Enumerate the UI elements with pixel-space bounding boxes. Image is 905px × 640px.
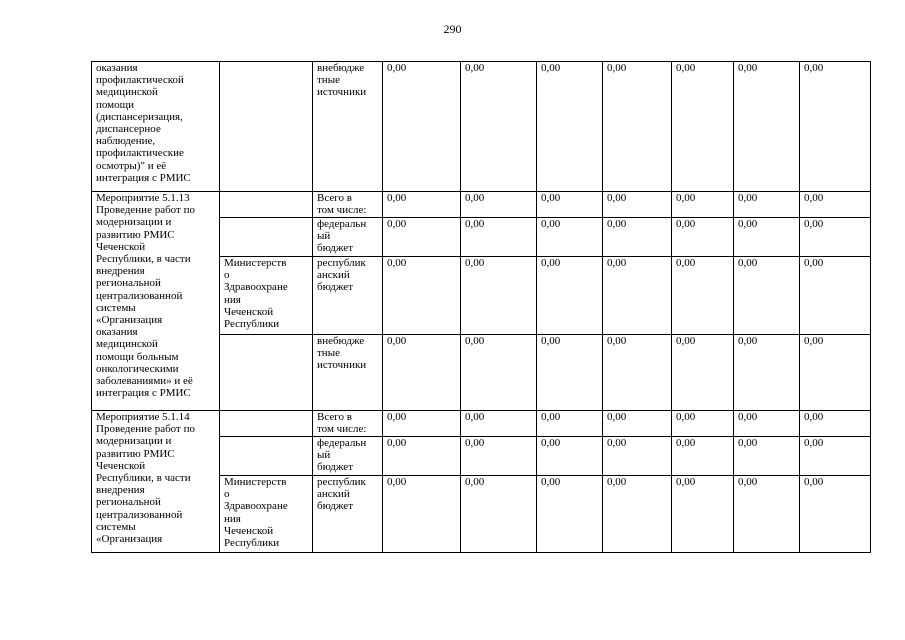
value-cell: 0,00 <box>800 335 871 411</box>
value-cell: 0,00 <box>383 218 461 257</box>
funding-source-cell: Всего в том числе: <box>313 192 383 218</box>
executor-cell: Министерств о Здравоохране ния Чеченской Республики <box>220 257 313 335</box>
executor-cell <box>220 411 313 437</box>
value-cell: 0,00 <box>800 476 871 553</box>
value-cell: 0,00 <box>537 192 603 218</box>
executor-cell: Министерств о Здравоохране ния Чеченской Республики <box>220 476 313 553</box>
value-cell: 0,00 <box>672 411 734 437</box>
table-row <box>92 62 871 192</box>
executor-cell <box>220 437 313 476</box>
value-cell: 0,00 <box>734 335 800 411</box>
value-cell: 0,00 <box>537 335 603 411</box>
value-cell: 0,00 <box>537 476 603 553</box>
value-cell: 0,00 <box>800 62 871 192</box>
value-cell: 0,00 <box>461 411 537 437</box>
funding-source-cell: внебюдже тные источники <box>313 335 383 411</box>
table-row <box>92 192 871 218</box>
value-cell: 0,00 <box>461 192 537 218</box>
funding-source-cell: республик анский бюджет <box>313 257 383 335</box>
executor-cell <box>220 335 313 411</box>
value-cell: 0,00 <box>461 335 537 411</box>
value-cell: 0,00 <box>603 335 672 411</box>
value-cell: 0,00 <box>800 192 871 218</box>
funding-source-cell: республик анский бюджет <box>313 476 383 553</box>
value-cell: 0,00 <box>383 411 461 437</box>
event-description: Мероприятие 5.1.14 Проведение работ по модернизации и развитию РМИС Чеченской Республики, в части внедрения региональной централизованной системы «Организация <box>92 411 220 553</box>
event-description: Мероприятие 5.1.13 Проведение работ по модернизации и развитию РМИС Чеченской Республики, в части внедрения региональной централизованной системы «Организация оказания медицинской помощи больным онкологическими заболеваниями» и её интеграция с РМИС <box>92 192 220 411</box>
executor-cell <box>220 62 313 192</box>
funding-source-cell: внебюдже тные источники <box>313 62 383 192</box>
value-cell: 0,00 <box>734 218 800 257</box>
value-cell: 0,00 <box>603 476 672 553</box>
value-cell: 0,00 <box>800 257 871 335</box>
value-cell: 0,00 <box>383 62 461 192</box>
value-cell: 0,00 <box>461 257 537 335</box>
table-row <box>92 411 871 437</box>
page-number: 290 <box>443 22 462 36</box>
value-cell: 0,00 <box>383 335 461 411</box>
value-cell: 0,00 <box>603 257 672 335</box>
value-cell: 0,00 <box>800 437 871 476</box>
value-cell: 0,00 <box>734 62 800 192</box>
value-cell: 0,00 <box>603 437 672 476</box>
value-cell: 0,00 <box>383 437 461 476</box>
value-cell: 0,00 <box>672 192 734 218</box>
value-cell: 0,00 <box>603 411 672 437</box>
value-cell: 0,00 <box>734 192 800 218</box>
budget-table <box>91 61 871 553</box>
value-cell: 0,00 <box>672 476 734 553</box>
executor-cell <box>220 218 313 257</box>
value-cell: 0,00 <box>672 437 734 476</box>
executor-cell <box>220 192 313 218</box>
funding-source-cell: Всего в том числе: <box>313 411 383 437</box>
value-cell: 0,00 <box>672 257 734 335</box>
value-cell: 0,00 <box>734 411 800 437</box>
value-cell: 0,00 <box>672 335 734 411</box>
value-cell: 0,00 <box>537 218 603 257</box>
value-cell: 0,00 <box>734 257 800 335</box>
value-cell: 0,00 <box>461 476 537 553</box>
value-cell: 0,00 <box>461 62 537 192</box>
value-cell: 0,00 <box>734 476 800 553</box>
value-cell: 0,00 <box>537 411 603 437</box>
value-cell: 0,00 <box>383 257 461 335</box>
value-cell: 0,00 <box>603 192 672 218</box>
value-cell: 0,00 <box>537 437 603 476</box>
value-cell: 0,00 <box>800 411 871 437</box>
value-cell: 0,00 <box>537 62 603 192</box>
event-description: оказания профилактической медицинской помощи (диспансеризация, диспансерное наблюдение, профилактические осмотры)" и её интеграция с РМИС <box>92 62 220 192</box>
value-cell: 0,00 <box>603 62 672 192</box>
value-cell: 0,00 <box>672 218 734 257</box>
value-cell: 0,00 <box>461 218 537 257</box>
value-cell: 0,00 <box>672 62 734 192</box>
funding-source-cell: федеральн ый бюджет <box>313 437 383 476</box>
value-cell: 0,00 <box>461 437 537 476</box>
funding-source-cell: федеральн ый бюджет <box>313 218 383 257</box>
value-cell: 0,00 <box>603 218 672 257</box>
value-cell: 0,00 <box>383 192 461 218</box>
value-cell: 0,00 <box>800 218 871 257</box>
value-cell: 0,00 <box>383 476 461 553</box>
value-cell: 0,00 <box>734 437 800 476</box>
value-cell: 0,00 <box>537 257 603 335</box>
